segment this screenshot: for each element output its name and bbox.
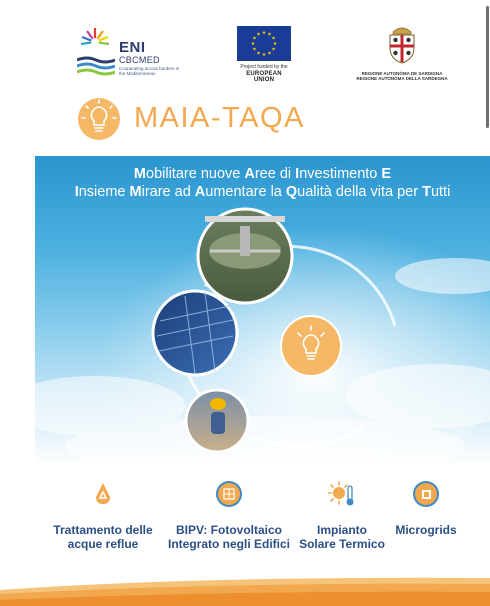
eni-title: ENI: [119, 39, 146, 56]
hero-illustration: [35, 156, 490, 466]
feature-label-line1: Trattamento delle: [53, 523, 153, 537]
feature-bipv: [167, 480, 291, 551]
eni-tagline: Cooperating across borders in the Mediterranean: [119, 66, 180, 76]
eu-star-icon: [253, 47, 257, 50]
worker-photo: [186, 390, 248, 452]
feature-label-line2: Solare Termico: [299, 537, 385, 551]
eu-star-icon: [272, 47, 276, 50]
lightbulb-logo-icon: [77, 97, 121, 141]
hero-banner: [35, 156, 490, 466]
hero-line1-run: I: [295, 166, 300, 182]
feature-label-line1: BIPV: Fotovoltaico: [175, 523, 282, 537]
hero-slogan-line2: [35, 184, 490, 200]
eu-flag-icon: [237, 26, 291, 61]
eni-cbcmed-logo: [77, 26, 187, 82]
hero-line2-run: M: [129, 184, 142, 200]
hero-line2-run: I: [74, 184, 79, 200]
eni-sunburst-icon: [77, 26, 113, 54]
eu-star-icon: [262, 31, 266, 34]
scrollbar[interactable]: [486, 6, 489, 128]
solar-panels-photo: [153, 291, 237, 375]
bottom-wave-decoration: [0, 568, 490, 606]
eni-waves-icon: [77, 56, 115, 76]
hero-line2-run: umentare la: [205, 184, 286, 200]
sardegna-line2: REGIONE AUTONOMA DELLA SARDEGNA: [356, 76, 448, 81]
eu-star-icon: [272, 36, 276, 39]
hero-line2-run: ualità della vita per: [297, 184, 423, 200]
eu-logo: [236, 26, 292, 82]
hero-line2-run: A: [194, 184, 206, 200]
sardegna-logo: [352, 26, 452, 82]
eu-star-icon: [268, 51, 272, 54]
hero-line1-run: ree di: [254, 166, 296, 182]
feature-label-line2: acque reflue: [67, 537, 139, 551]
hero-slogan-line1: [35, 166, 490, 182]
water-treatment-photo: [198, 209, 292, 303]
feature-label-line2: Integrato negli Edifici: [167, 537, 290, 551]
lightbulb-circle-icon: [281, 316, 341, 376]
feature-water-treatment: [53, 480, 153, 551]
feature-label-line1: Microgrids: [395, 523, 457, 537]
eu-star-icon: [251, 42, 255, 45]
water-drop-recycle-icon: [89, 480, 117, 508]
eu-caption-line2: EUROPEAN UNION: [246, 71, 282, 83]
eu-star-icon: [273, 42, 277, 45]
eu-star-icon: [257, 51, 261, 54]
feature-label-line1: Impianto: [317, 523, 367, 537]
hero-line1-run: M: [133, 166, 147, 182]
eu-star-icon: [253, 36, 257, 39]
hero-line2-run: irare ad: [141, 184, 195, 200]
eu-star-icon: [257, 32, 261, 35]
eu-stars-icon: [237, 26, 291, 61]
hero-line1-run: nvestimento: [299, 166, 382, 182]
solar-building-icon: [215, 480, 243, 508]
sardegna-line1: REGIONE AUTONÒMA DE SARDIGNA: [361, 71, 443, 76]
features-section: [35, 466, 490, 578]
microgrid-battery-icon: [412, 480, 440, 508]
hero-line2-run: T: [422, 184, 431, 200]
eu-caption-line1: Project funded by the: [240, 64, 288, 70]
hero-line1-run: A: [244, 166, 255, 182]
sun-thermometer-icon: [328, 480, 356, 508]
hero-line1-run: obilitare nuove: [146, 166, 245, 182]
hero-line2-run: utti: [430, 184, 451, 200]
hero-line2-run: Q: [285, 184, 298, 200]
eu-star-icon: [262, 53, 266, 56]
hero-line1-run: E: [381, 166, 392, 182]
eu-star-icon: [268, 32, 272, 35]
feature-microgrids: [390, 480, 462, 537]
hero-line2-run: nsieme: [78, 184, 130, 200]
project-title: MAIA-TAQA: [134, 102, 305, 134]
eni-subtitle: CBCMED: [119, 55, 160, 65]
sardegna-crest-icon: [385, 26, 419, 64]
feature-solar-thermal: [297, 480, 387, 551]
